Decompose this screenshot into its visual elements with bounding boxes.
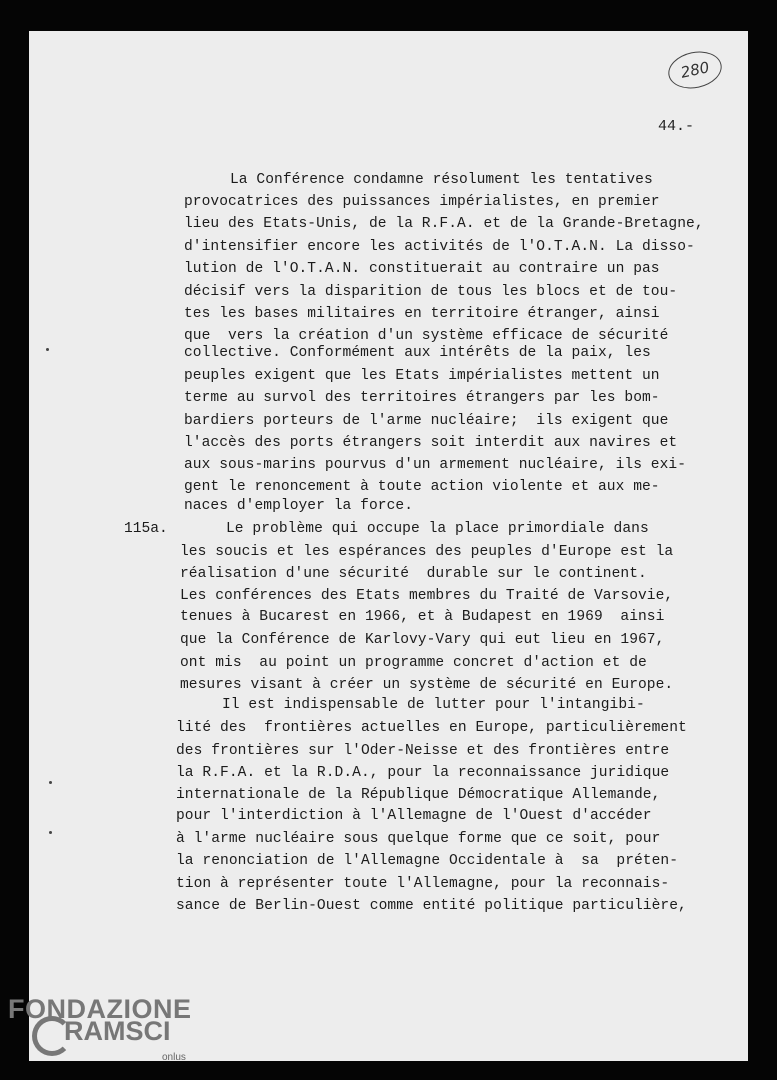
text-line: gent le renoncement à toute action violente et aux me- (184, 479, 660, 495)
text-line: Le problème qui occupe la place primordiale dans (226, 521, 649, 537)
text-line: Les conférences des Etats membres du Traité de Varsovie, (180, 588, 674, 604)
text-line: ont mis au point un programme concret d'action et de (180, 655, 647, 671)
text-line: La Conférence condamne résolument les tentatives (230, 172, 653, 188)
text-line: décisif vers la disparition de tous les blocs et de tou- (184, 284, 678, 300)
text-line: lité des frontières actuelles en Europe, particulièrement (176, 720, 687, 736)
margin-mark (49, 781, 52, 784)
margin-mark (46, 348, 49, 351)
text-line: pour l'interdiction à l'Allemagne de l'Ouest d'accéder (176, 808, 652, 824)
text-line: les soucis et les espérances des peuples d'Europe est la (180, 544, 674, 560)
text-line: peuples exigent que les Etats impérialistes mettent un (184, 368, 660, 384)
text-line: la R.F.A. et la R.D.A., pour la reconnaissance juridique (176, 765, 670, 781)
text-line: naces d'employer la force. (184, 498, 413, 514)
text-line: lieu des Etats-Unis, de la R.F.A. et de la Grande-Bretagne, (184, 216, 704, 232)
text-line: lution de l'O.T.A.N. constituerait au contraire un pas (184, 261, 660, 277)
paragraph-number: 115a. (124, 521, 168, 537)
text-line: tes les bases militaires en territoire étranger, ainsi (184, 306, 660, 322)
watermark-subtitle: onlus (162, 1052, 186, 1063)
text-line: que vers la création d'un système efficace de sécurité (184, 328, 669, 344)
text-line: d'intensifier encore les activités de l'O.T.A.N. La disso- (184, 239, 695, 255)
text-line: mesures visant à créer un système de sécurité en Europe. (180, 677, 674, 693)
text-line: terme au survol des territoires étrangers par les bom- (184, 390, 660, 406)
text-line: collective. Conformément aux intérêts de la paix, les (184, 345, 651, 361)
text-line: aux sous-marins pourvus d'un armement nucléaire, ils exi- (184, 457, 687, 473)
margin-mark (49, 831, 52, 834)
text-line: Il est indispensable de lutter pour l'intangibi- (222, 697, 645, 713)
page-number: 44.- (658, 118, 695, 135)
text-line: des frontières sur l'Oder-Neisse et des frontières entre (176, 743, 670, 759)
text-line: la renonciation de l'Allemagne Occidentale à sa préten- (176, 853, 679, 869)
text-line: l'accès des ports étrangers soit interdit aux navires et (184, 435, 678, 451)
text-line: sance de Berlin-Ouest comme entité politique particulière, (176, 898, 687, 914)
watermark-logo-line1: FONDAZIONE (8, 994, 192, 1024)
text-line: que la Conférence de Karlovy-Vary qui eut lieu en 1967, (180, 632, 665, 648)
text-line: réalisation d'une sécurité durable sur le continent. (180, 566, 647, 582)
text-line: internationale de la République Démocratique Allemande, (176, 787, 661, 803)
text-line: tenues à Bucarest en 1966, et à Budapest en 1969 ainsi (180, 609, 665, 625)
watermark-logo-line2: RAMSCI (64, 1016, 171, 1046)
text-line: à l'arme nucléaire sous quelque forme que ce soit, pour (176, 831, 661, 847)
text-line: tion à représenter toute l'Allemagne, pour la reconnais- (176, 876, 670, 892)
text-line: bardiers porteurs de l'arme nucléaire; ils exigent que (184, 413, 669, 429)
text-line: provocatrices des puissances impérialistes, en premier (184, 194, 660, 210)
stamp-number: 280 (679, 58, 711, 82)
